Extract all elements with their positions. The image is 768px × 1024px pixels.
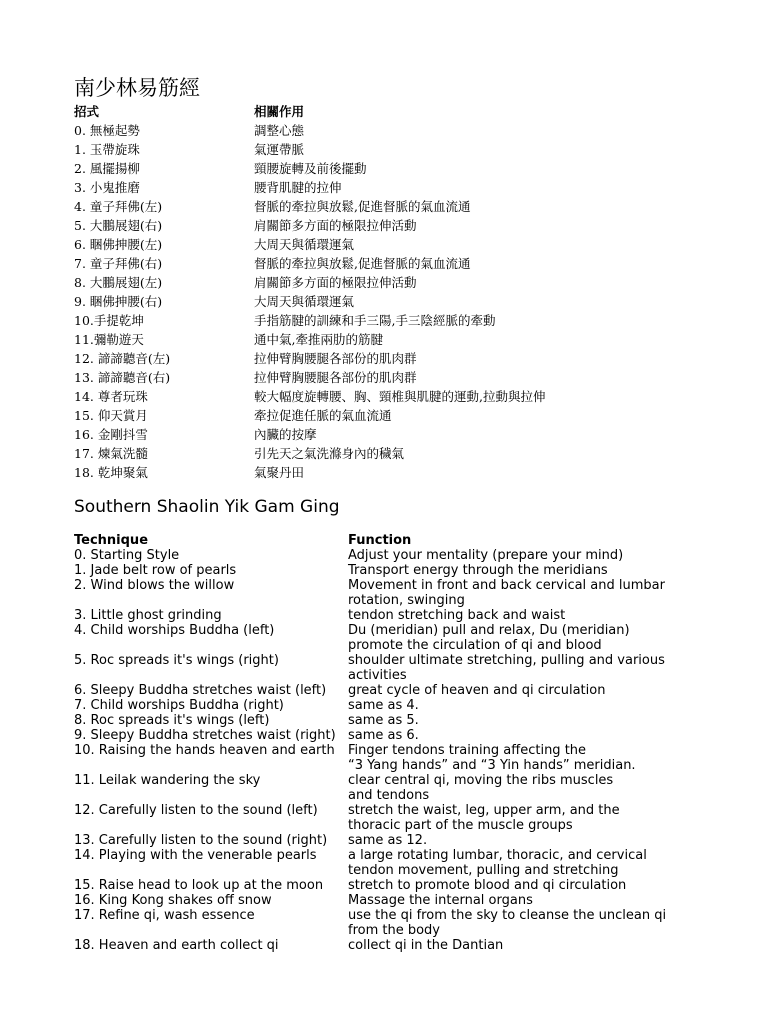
english-function-line: thoracic part of the muscle groups (348, 818, 573, 833)
english-table-row (74, 548, 714, 563)
english-technique-name: 4. Child worships Buddha (left) (74, 623, 275, 638)
english-function-line: tendon movement, pulling and stretching (348, 863, 619, 878)
english-table-row (74, 833, 714, 848)
chinese-table-row (74, 140, 714, 159)
english-table-row (74, 878, 714, 893)
chinese-table-row (74, 311, 714, 330)
english-technique-name: 16. King Kong shakes off snow (74, 893, 272, 908)
english-table-row (74, 803, 714, 833)
english-function-line: same as 12. (348, 833, 428, 848)
chinese-technique-name: 2. 風擺揚柳 (74, 161, 140, 176)
chinese-technique-function: 較大幅度旋轉腰、胸、頸椎與肌腱的運動,拉動與拉伸 (254, 389, 546, 404)
english-function-line: use the qi from the sky to cleanse the unclean qi (348, 908, 667, 923)
english-technique-function (348, 713, 693, 728)
chinese-technique-name: 6. 睏佛抻腰(左) (74, 237, 163, 252)
english-technique-function (348, 683, 693, 698)
english-technique-function (348, 548, 693, 563)
english-function-line: Movement in front and back cervical and lumbar (348, 578, 665, 593)
chinese-table-row (74, 254, 714, 273)
english-function-line: from the body (348, 923, 441, 938)
english-technique-name: 13. Carefully listen to the sound (right) (74, 833, 328, 848)
english-technique-name: 6. Sleepy Buddha stretches waist (left) (74, 683, 327, 698)
english-technique-name: 5. Roc spreads it's wings (right) (74, 653, 279, 668)
chinese-technique-name: 0. 無極起勢 (74, 123, 140, 138)
english-function-line: Transport energy through the meridians (348, 563, 608, 578)
english-function-line: Adjust your mentality (prepare your mind) (348, 548, 624, 563)
chinese-technique-function: 氣聚丹田 (254, 465, 305, 480)
chinese-technique-function: 督脈的牽拉與放鬆,促進督脈的氣血流通 (254, 256, 471, 271)
chinese-technique-function: 肩關節多方面的極限拉伸活動 (254, 275, 417, 290)
english-function-line: clear central qi, moving the ribs muscles (348, 773, 614, 788)
english-technique-name: 17. Refine qi, wash essence (74, 908, 255, 923)
english-technique-function (348, 833, 693, 848)
english-technique-function (348, 623, 693, 653)
english-technique-function (348, 893, 693, 908)
english-technique-name: 14. Playing with the venerable pearls (74, 848, 317, 863)
chinese-table-row (74, 273, 714, 292)
english-table-row (74, 653, 714, 683)
chinese-technique-name: 3. 小鬼推磨 (74, 180, 140, 195)
english-function-line: shoulder ultimate stretching, pulling and various (348, 653, 665, 668)
chinese-technique-name: 15. 仰天賞月 (74, 408, 148, 423)
english-technique-name: 10. Raising the hands heaven and earth (74, 743, 335, 758)
english-technique-name: 15. Raise head to look up at the moon (74, 878, 324, 893)
chinese-table-row (74, 368, 714, 387)
english-table-row (74, 938, 714, 953)
chinese-table-row (74, 235, 714, 254)
chinese-table-row (74, 121, 714, 140)
chinese-technique-name: 10.手提乾坤 (74, 313, 144, 328)
english-table-row (74, 713, 714, 728)
english-technique-function (348, 563, 693, 578)
chinese-technique-function: 引先天之氣洗滌身內的穢氣 (254, 446, 405, 461)
chinese-technique-name: 1. 玉帶旋珠 (74, 142, 140, 157)
chinese-technique-name: 7. 童子拜佛(右) (74, 256, 163, 271)
chinese-table-row (74, 349, 714, 368)
chinese-technique-function: 拉伸臂胸腰腿各部份的肌肉群 (254, 351, 417, 366)
chinese-header-technique: 招式 (74, 104, 100, 119)
english-rows (74, 548, 714, 953)
english-technique-name: 9. Sleepy Buddha stretches waist (right) (74, 728, 336, 743)
chinese-technique-name: 13. 諦諦聽音(右) (74, 370, 171, 385)
english-technique-name: 1. Jade belt row of pearls (74, 563, 237, 578)
chinese-technique-name: 9. 睏佛抻腰(右) (74, 294, 163, 309)
chinese-technique-function: 調整心態 (254, 123, 305, 138)
english-table-row (74, 698, 714, 713)
english-technique-function (348, 908, 693, 938)
english-header-function: Function (348, 533, 412, 548)
chinese-technique-name: 17. 煉氣洗髓 (74, 446, 148, 461)
english-technique-function (348, 698, 693, 713)
english-function-line: a large rotating lumbar, thoracic, and cervical (348, 848, 647, 863)
chinese-technique-function: 內臟的按摩 (254, 427, 317, 442)
english-technique-function (348, 578, 693, 608)
chinese-table-row (74, 425, 714, 444)
english-table-row (74, 683, 714, 698)
english-function-line: and tendons (348, 788, 430, 803)
chinese-table-row (74, 406, 714, 425)
english-function-line: stretch to promote blood and qi circulation (348, 878, 627, 893)
chinese-table-row (74, 178, 714, 197)
english-table-row (74, 728, 714, 743)
chinese-technique-function: 肩關節多方面的極限拉伸活動 (254, 218, 417, 233)
english-function-line: same as 4. (348, 698, 419, 713)
english-technique-function (348, 653, 693, 683)
chinese-table-row (74, 444, 714, 463)
english-technique-name: 12. Carefully listen to the sound (left) (74, 803, 318, 818)
english-technique-function (348, 773, 693, 803)
english-header-technique: Technique (74, 533, 149, 548)
chinese-technique-function: 氣運帶脈 (254, 142, 305, 157)
english-technique-function (348, 608, 693, 623)
chinese-rows (74, 121, 714, 482)
english-technique-function (348, 728, 693, 743)
english-function-line: rotation, swinging (348, 593, 465, 608)
chinese-technique-name: 18. 乾坤聚氣 (74, 465, 148, 480)
chinese-title: 南少林易筋經 (74, 76, 200, 100)
english-function-line: stretch the waist, leg, upper arm, and the (348, 803, 620, 818)
chinese-technique-function: 大周天與循環運氣 (254, 237, 355, 252)
english-technique-name: 8. Roc spreads it's wings (left) (74, 713, 270, 728)
english-table-row (74, 608, 714, 623)
english-technique-name: 0. Starting Style (74, 548, 180, 563)
chinese-table-row (74, 463, 714, 482)
english-technique-name: 3. Little ghost grinding (74, 608, 222, 623)
english-technique-name: 18. Heaven and earth collect qi (74, 938, 279, 953)
chinese-table-row (74, 292, 714, 311)
english-title: Southern Shaolin Yik Gam Ging (74, 497, 340, 517)
chinese-technique-function: 腰背肌腱的拉伸 (254, 180, 342, 195)
english-table-row (74, 563, 714, 578)
chinese-table-row (74, 330, 714, 349)
chinese-table-row (74, 216, 714, 235)
chinese-technique-name: 12. 諦諦聽音(左) (74, 351, 171, 366)
english-function-line: Du (meridian) pull and relax, Du (meridian) (348, 623, 630, 638)
english-function-line: same as 5. (348, 713, 419, 728)
english-table-row (74, 623, 714, 653)
english-function-line: “3 Yang hands” and “3 Yin hands” meridian. (348, 758, 636, 773)
english-technique-name: 11. Leilak wandering the sky (74, 773, 261, 788)
chinese-technique-name: 5. 大鵬展翅(右) (74, 218, 163, 233)
english-technique-function (348, 938, 693, 953)
chinese-technique-function: 督脈的牽拉與放鬆,促進督脈的氣血流通 (254, 199, 471, 214)
chinese-technique-function: 手指筋腱的訓練和手三陽,手三陰經脈的牽動 (254, 313, 496, 328)
english-function-line: same as 6. (348, 728, 419, 743)
english-function-line: great cycle of heaven and qi circulation (348, 683, 606, 698)
english-technique-name: 7. Child worships Buddha (right) (74, 698, 284, 713)
english-technique-function (348, 848, 693, 878)
chinese-header-function: 相關作用 (254, 104, 305, 119)
chinese-technique-function: 拉伸臂胸腰腿各部份的肌肉群 (254, 370, 417, 385)
chinese-technique-table (74, 102, 714, 482)
english-table-row (74, 773, 714, 803)
english-table-row (74, 578, 714, 608)
english-table-row (74, 848, 714, 878)
chinese-technique-function: 通中氣,牽推兩肋的筋腱 (254, 332, 383, 347)
english-function-line: activities (348, 668, 407, 683)
english-table-row (74, 893, 714, 908)
english-technique-function (348, 743, 693, 773)
chinese-table-header (74, 102, 714, 121)
english-technique-name: 2. Wind blows the willow (74, 578, 235, 593)
english-function-line: tendon stretching back and waist (348, 608, 566, 623)
english-function-line: collect qi in the Dantian (348, 938, 504, 953)
chinese-technique-name: 4. 童子拜佛(左) (74, 199, 163, 214)
english-technique-function (348, 878, 693, 893)
english-technique-function (348, 803, 693, 833)
english-table-row (74, 743, 714, 773)
chinese-technique-function: 頸腰旋轉及前後擺動 (254, 161, 367, 176)
english-technique-table (74, 533, 714, 953)
chinese-technique-name: 16. 金剛抖雪 (74, 427, 148, 442)
english-table-header (74, 533, 714, 548)
chinese-table-row (74, 387, 714, 406)
chinese-technique-function: 牽拉促進任脈的氣血流通 (254, 408, 392, 423)
chinese-technique-function: 大周天與循環運氣 (254, 294, 355, 309)
english-table-row (74, 908, 714, 938)
chinese-technique-name: 14. 尊者玩珠 (74, 389, 148, 404)
chinese-table-row (74, 197, 714, 216)
english-function-line: Massage the internal organs (348, 893, 533, 908)
english-function-line: Finger tendons training affecting the (348, 743, 587, 758)
chinese-technique-name: 8. 大鵬展翅(左) (74, 275, 163, 290)
chinese-table-row (74, 159, 714, 178)
chinese-technique-name: 11.彌勒遊天 (74, 332, 144, 347)
english-function-line: promote the circulation of qi and blood (348, 638, 602, 653)
